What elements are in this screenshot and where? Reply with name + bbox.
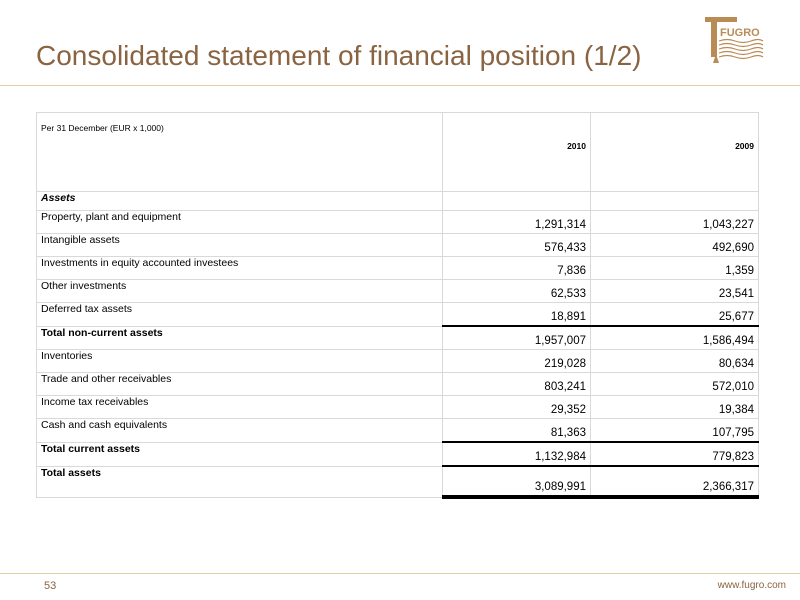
row-label: Deferred tax assets bbox=[37, 303, 443, 327]
financial-table bbox=[36, 112, 759, 499]
value-2009: 2,366,317 bbox=[591, 466, 759, 497]
value-2010: 3,089,991 bbox=[443, 466, 591, 497]
empty-cell bbox=[443, 192, 591, 211]
row-label: Investments in equity accounted investees bbox=[37, 257, 443, 280]
value-2010: 7,836 bbox=[443, 257, 591, 280]
value-2009: 1,043,227 bbox=[591, 211, 759, 234]
value-2010: 29,352 bbox=[443, 396, 591, 419]
table-row bbox=[37, 234, 759, 257]
table-row bbox=[37, 326, 759, 350]
section-row-assets bbox=[37, 192, 759, 211]
row-label: Other investments bbox=[37, 280, 443, 303]
table-row bbox=[37, 396, 759, 419]
table-row bbox=[37, 350, 759, 373]
empty-cell bbox=[591, 192, 759, 211]
row-label: Trade and other receivables bbox=[37, 373, 443, 396]
table-caption: Per 31 December (EUR x 1,000) bbox=[37, 113, 443, 192]
row-label: Intangible assets bbox=[37, 234, 443, 257]
svg-text:FUGRO: FUGRO bbox=[720, 27, 760, 39]
value-2010: 219,028 bbox=[443, 350, 591, 373]
value-2010: 62,533 bbox=[443, 280, 591, 303]
value-2009: 107,795 bbox=[591, 419, 759, 443]
footer-divider bbox=[0, 573, 800, 574]
row-label: Inventories bbox=[37, 350, 443, 373]
table-row bbox=[37, 280, 759, 303]
value-2010: 81,363 bbox=[443, 419, 591, 443]
value-2009: 1,586,494 bbox=[591, 326, 759, 350]
value-2009: 19,384 bbox=[591, 396, 759, 419]
row-label: Total current assets bbox=[37, 442, 443, 466]
row-label: Cash and cash equivalents bbox=[37, 419, 443, 443]
page-title: Consolidated statement of financial position (1/2) bbox=[36, 40, 642, 71]
value-2010: 803,241 bbox=[443, 373, 591, 396]
value-2009: 1,359 bbox=[591, 257, 759, 280]
value-2009: 25,677 bbox=[591, 303, 759, 327]
table-row bbox=[37, 373, 759, 396]
table-row bbox=[37, 257, 759, 280]
year-2010-header: 2010 bbox=[443, 113, 591, 192]
footer-url[interactable]: www.fugro.com bbox=[717, 580, 786, 591]
header-divider bbox=[0, 85, 800, 86]
table-row bbox=[37, 303, 759, 327]
row-label: Total assets bbox=[37, 466, 443, 497]
year-2009-header: 2009 bbox=[591, 113, 759, 192]
value-2009: 80,634 bbox=[591, 350, 759, 373]
table-header-row bbox=[37, 113, 759, 192]
value-2009: 779,823 bbox=[591, 442, 759, 466]
value-2010: 1,291,314 bbox=[443, 211, 591, 234]
table-row bbox=[37, 211, 759, 234]
value-2010: 1,957,007 bbox=[443, 326, 591, 350]
table-row bbox=[37, 466, 759, 497]
value-2009: 572,010 bbox=[591, 373, 759, 396]
value-2009: 492,690 bbox=[591, 234, 759, 257]
value-2010: 1,132,984 bbox=[443, 442, 591, 466]
section-label: Assets bbox=[37, 192, 443, 211]
row-label: Total non-current assets bbox=[37, 326, 443, 350]
fugro-logo-icon bbox=[703, 14, 765, 64]
value-2009: 23,541 bbox=[591, 280, 759, 303]
value-2010: 576,433 bbox=[443, 234, 591, 257]
value-2010: 18,891 bbox=[443, 303, 591, 327]
table-row bbox=[37, 442, 759, 466]
row-label: Property, plant and equipment bbox=[37, 211, 443, 234]
table-row bbox=[37, 419, 759, 443]
page-number: 53 bbox=[44, 580, 57, 592]
row-label: Income tax receivables bbox=[37, 396, 443, 419]
